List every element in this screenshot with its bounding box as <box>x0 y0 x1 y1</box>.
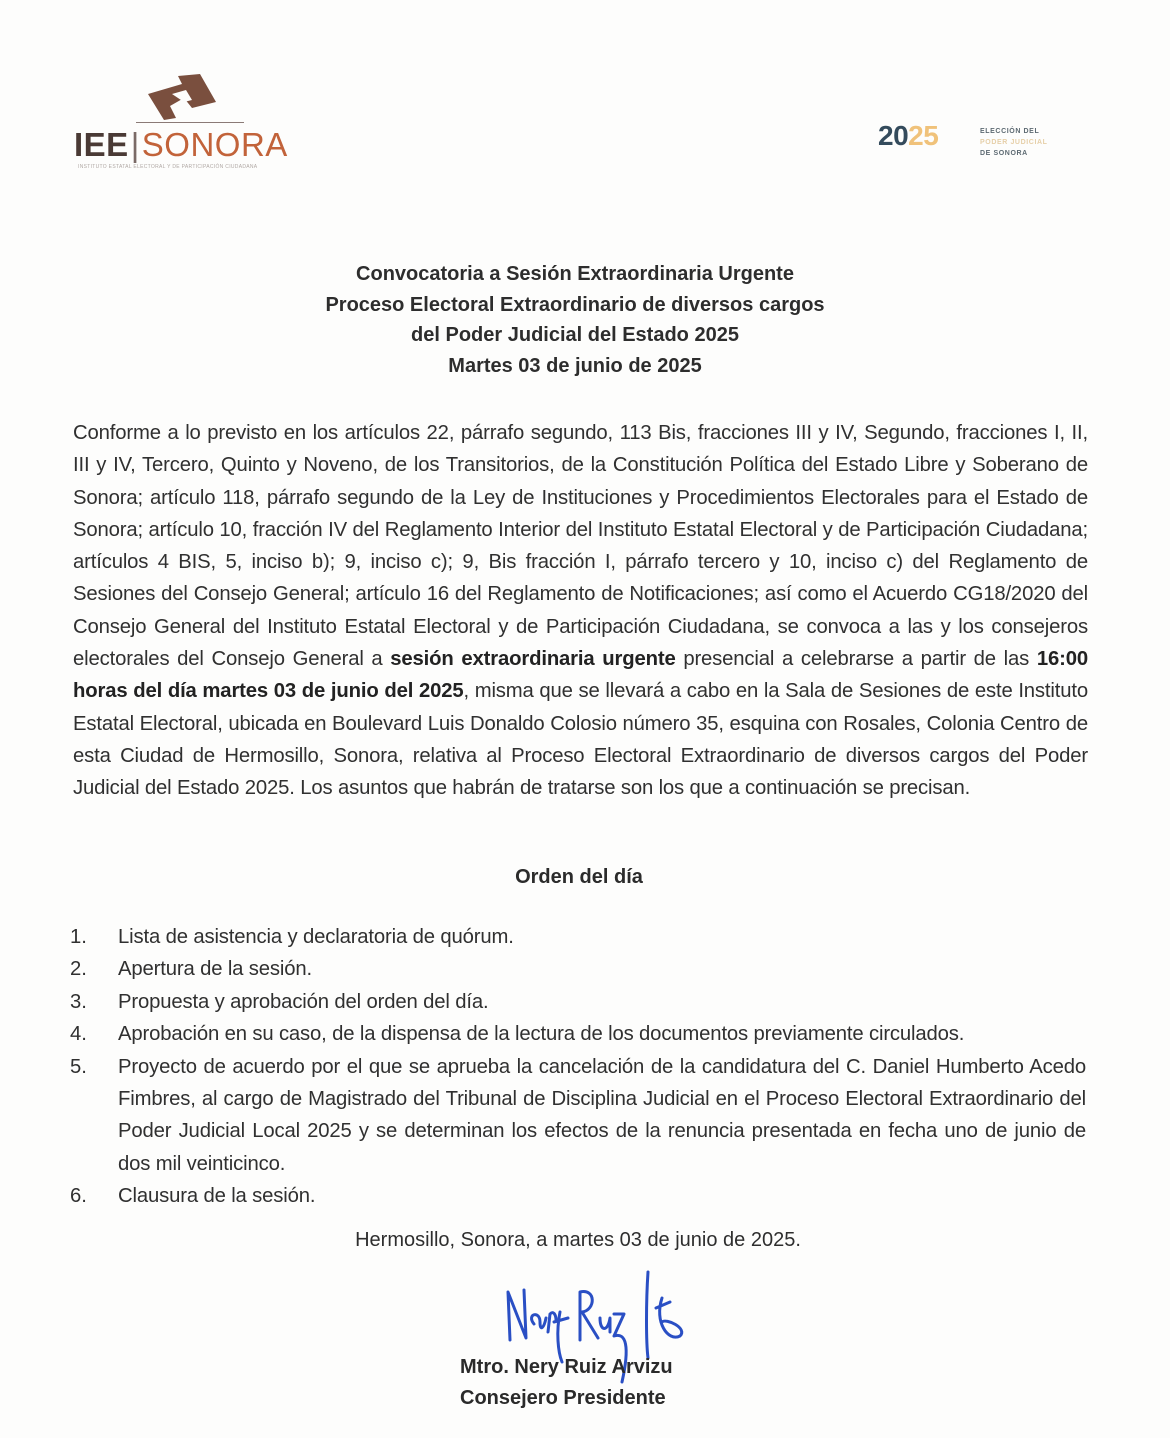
paragraph-text-2: presencial a celebrarse a partir de las <box>675 648 1037 671</box>
agenda-item-text: Lista de asistencia y declaratoria de quórum. <box>118 926 514 948</box>
election-label-line-2: PODER JUDICIAL <box>980 139 1048 146</box>
logo-sonora-text: SONORA <box>141 126 288 163</box>
paragraph-bold-session-type: sesión extraordinaria urgente <box>390 648 676 671</box>
agenda-item-text: Propuesta y aprobación del orden del día. <box>118 990 489 1013</box>
signer-title: Consejero Presidente <box>460 1387 666 1409</box>
title-line-2: Proceso Electoral Extraordinario de diversos cargos <box>325 293 825 316</box>
title-date: Martes 03 de junio de 2025 <box>448 354 702 377</box>
signer-block <box>460 1352 673 1414</box>
paragraph-text-1: Conforme a lo previsto en los artículos 22, párrafo segundo, 113 Bis, fracciones III y IV, Segundo, fracciones I, II, III y IV, Tercero, Quinto y Noveno, de los Transitorios, de la Constitución Política del Estado Libre y Soberano de Sonora; artículo 118, párrafo segundo de la Ley de Instituciones y Procedimientos Electorales para el Estado de Sonora; artículo 10, fracción IV del Reglamento Interior del Instituto Estatal Electoral y de Participación Ciudadana; artículos 4 BIS, 5, inciso b); 9, inciso c); 9, Bis fracción I, párrafo tercero y 10, inciso c) del Reglamento de Sesiones del Consejo General; artículo 16 del Reglamento de Notificaciones; así como el Acuerdo CG18/2020 del Consejo General del Instituto Estatal Electoral y de Participación Ciudadana, se convoca a las y los consejeros electorales del Consejo General a <box>73 422 1088 671</box>
eleccion-2025-logo <box>878 120 1068 160</box>
agenda-item-number: 2. <box>70 958 87 981</box>
iee-logo-mark-icon <box>142 72 222 122</box>
title-line-1: Convocatoria a Sesión Extraordinaria Urgente <box>356 263 794 285</box>
agenda-item <box>70 953 1086 985</box>
agenda-item-number: 3. <box>70 990 87 1013</box>
convocation-paragraph <box>73 417 1088 805</box>
election-label <box>980 126 1048 159</box>
logo-divider <box>136 122 244 123</box>
agenda-item <box>70 1051 1086 1181</box>
agenda-item-number: 4. <box>70 1023 87 1046</box>
agenda-item-number: 6. <box>70 1185 87 1208</box>
paragraph-bold-datetime: 16:00 horas del día martes 03 de junio del 2025 <box>73 648 1088 703</box>
document-title <box>0 259 1150 381</box>
year-part-1: 20 <box>878 120 909 151</box>
election-label-line-1: ELECCIÓN DEL <box>980 128 1040 135</box>
logo-tagline: INSTITUTO ESTATAL ELECTORAL Y DE PARTICIPACIÓN CIUDADANA <box>78 164 258 170</box>
agenda-item <box>70 1180 1086 1212</box>
year-part-2: 25 <box>908 120 939 151</box>
logo-separator: | <box>130 126 140 163</box>
agenda-item-text: Aprobación en su caso, de la dispensa de la lectura de los documentos previamente circulados. <box>118 1023 965 1046</box>
agenda-list <box>70 921 1086 1213</box>
iee-sonora-logo <box>74 72 288 177</box>
election-label-line-3: DE SONORA <box>980 150 1028 157</box>
agenda-item <box>70 986 1086 1018</box>
agenda-item-text: Clausura de la sesión. <box>118 1185 316 1208</box>
agenda-title: Orden del día <box>515 866 643 888</box>
agenda-item-number: 1. <box>70 926 87 948</box>
agenda-item-text: Apertura de la sesión. <box>118 958 312 981</box>
place-and-date: Hermosillo, Sonora, a martes 03 de junio de 2025. <box>355 1229 801 1251</box>
paragraph-text-3: , misma que se llevará a cabo en la Sala de Sesiones de este Instituto Estatal Electoral, ubicada en Boulevard Luis Donaldo Colosio número 35, esquina con Rosales, Colonia Centro de esta Ciudad de Hermosillo, Sonora, relativa al Proceso Electoral Extraordinario de diversos cargos del Poder Judicial del Estado 2025. Los asuntos que habrán de tratarse son los que a continuación se precisan. <box>73 680 1088 800</box>
agenda-item <box>70 1018 1086 1050</box>
logo-iee-text: IEE <box>74 126 129 163</box>
agenda-item <box>70 921 1086 953</box>
agenda-item-number: 5. <box>70 1055 87 1078</box>
year-mark <box>878 120 938 152</box>
logo-wordmark <box>74 126 288 164</box>
signer-name: Mtro. Nery Ruiz Arvizu <box>460 1356 673 1378</box>
agenda-item-text: Proyecto de acuerdo por el que se aprueba la cancelación de la candidatura del C. Daniel Humberto Acedo Fimbres, al cargo de Magistrado del Tribunal de Disciplina Judicial en el Proceso Electoral Extraordinario del Poder Judicial Local 2025 y se determinan los efectos de la renuncia presentada en fecha uno de junio de dos mil veinticinco. <box>118 1055 1086 1175</box>
title-line-3: del Poder Judicial del Estado 2025 <box>411 324 739 346</box>
